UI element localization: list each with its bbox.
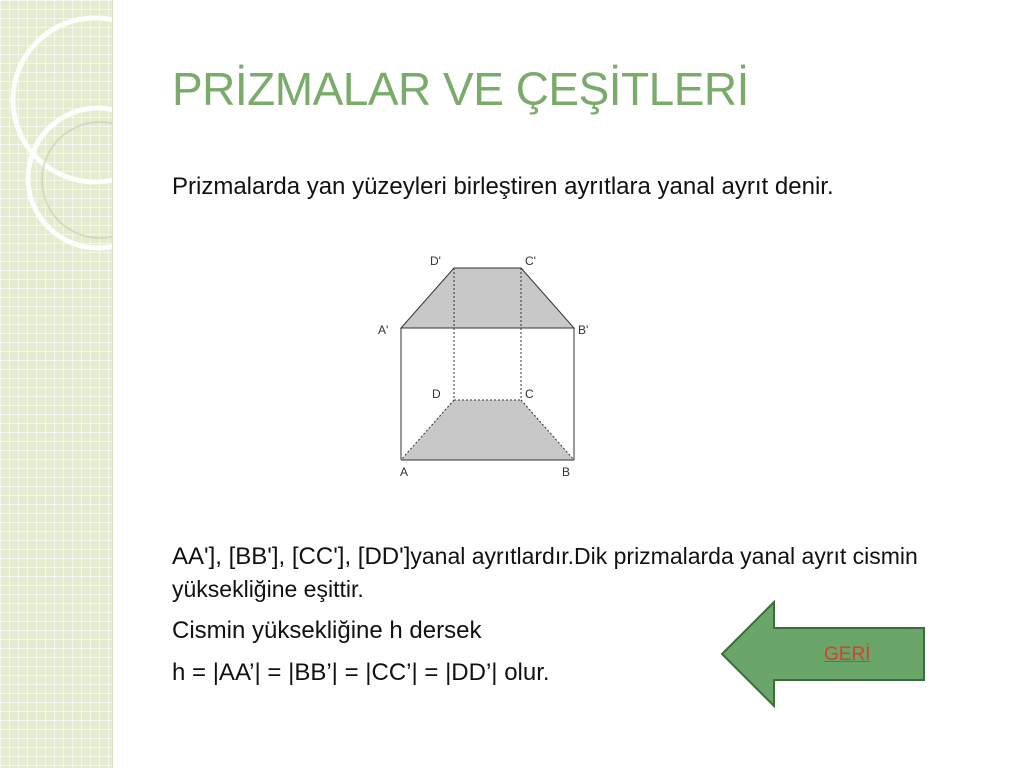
- label-c: C: [525, 387, 534, 401]
- decorative-side-band: [0, 0, 113, 768]
- top-base: [401, 268, 574, 328]
- paragraph-lateral-edges: [172, 540, 962, 606]
- prism-figure: [370, 248, 600, 484]
- paragraph-definition: Prizmalarda yan yüzeyleri birleştiren ayrıtlara yanal ayrıt denir.: [172, 173, 834, 200]
- paragraph-height: Cismin yüksekliğine h dersek: [172, 617, 482, 644]
- label-b-prime: B': [578, 323, 589, 337]
- label-d: D: [432, 387, 441, 401]
- slide-title: PRİZMALAR VE ÇEŞİTLERİ: [172, 63, 749, 115]
- label-d-prime: D': [430, 254, 441, 268]
- paragraph-formula: h = |AA’| = |BB’| = |CC’| = |DD’| olur.: [172, 659, 550, 686]
- decorative-circles: [0, 0, 112, 768]
- label-a-prime: A': [378, 323, 389, 337]
- label-c-prime: C': [525, 254, 536, 268]
- edge-list: AA'], [BB'], [CC'], [DD']: [172, 543, 411, 570]
- label-b: B: [562, 465, 571, 479]
- label-a: A: [400, 465, 409, 479]
- left-arrow-icon: [722, 602, 924, 706]
- edge-description: yanal ayrıtlardır.Dik prizmalarda yanal ayrıt cismin yüksekliğine eşittir.: [172, 543, 918, 602]
- back-link[interactable]: GERİ: [824, 644, 871, 665]
